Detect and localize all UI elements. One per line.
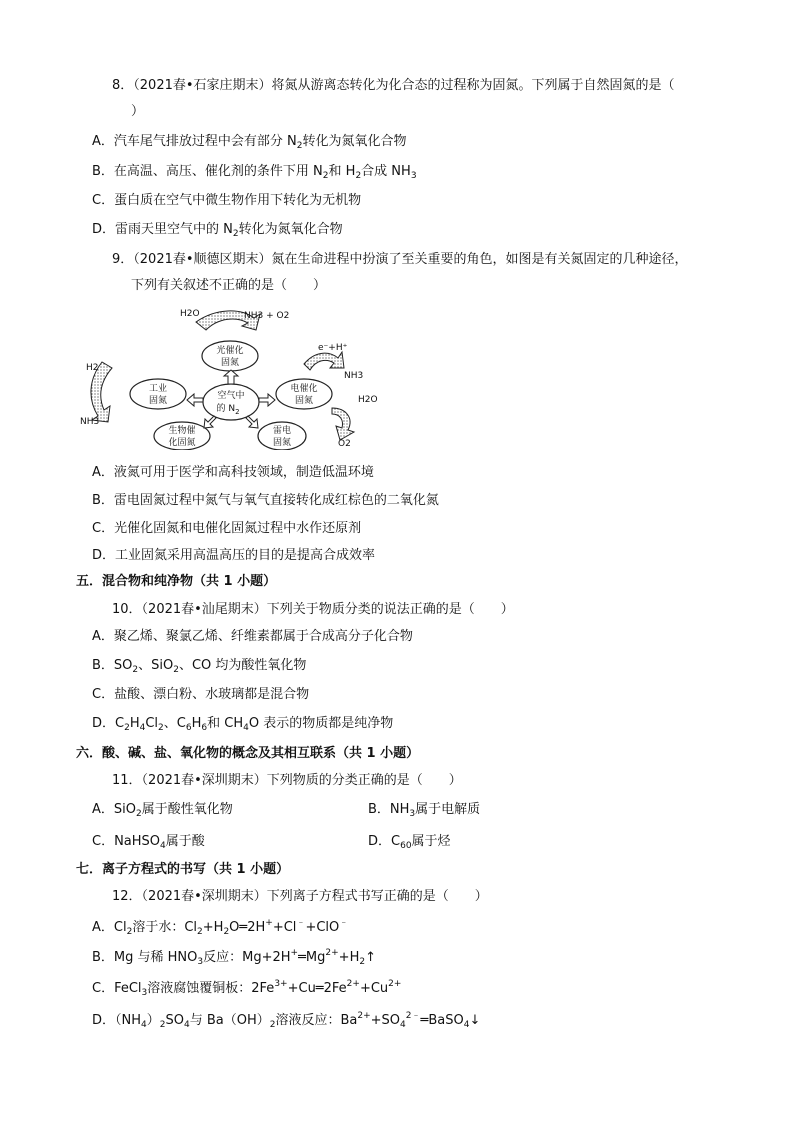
q10-option-b[interactable]: B．$SO_2$、SiO$_2$、CO 均为酸性氧化物: [92, 658, 307, 675]
electro-arrow-top-icon: [304, 352, 344, 370]
q9-option-b[interactable]: B．雷电固氮过程中氮气与氧气直接转化成红棕色的二氧化氮: [92, 493, 439, 508]
q12-option-a[interactable]: A．$Cl_2$溶于水：$Cl_2+H_2O═2H^++Cl^﹣+ClO^﹣$: [92, 918, 349, 937]
q10-stem: 10．（2021春•汕尾期末）下列关于物质分类的说法正确的是（ ）: [112, 602, 514, 617]
lightning-fixation-label-2: 固氮: [272, 438, 292, 448]
center-label-1: 空气中: [217, 391, 245, 401]
bio-fixation-label-1: 生物催: [168, 426, 196, 436]
industry-fixation-label-1: 工业: [148, 384, 168, 394]
q10-option-a[interactable]: A．聚乙烯、聚氯乙烯、纤维素都属于合成高分子化合物: [92, 629, 413, 644]
electro-fixation-label-2: 固氮: [294, 396, 314, 406]
industry-fixation-label-2: 固氮: [148, 396, 168, 406]
q9-stem: 9．（2021春•顺德区期末）氮在生命进程中扮演了至关重要的角色，如图是有关氮固定的几种途径，: [112, 252, 688, 267]
h2-label: H2: [86, 363, 99, 373]
electro-arrow-bottom-icon: [332, 408, 354, 440]
nitrogen-fixation-diagram: [76, 300, 386, 450]
bio-fixation-label-2: 化固氮: [168, 438, 196, 448]
q8-option-b[interactable]: B．在高温、高压、催化剂的条件下用 $N_2$和 $H_2$合成 $NH_3$: [92, 164, 417, 181]
q10-option-c[interactable]: C．盐酸、漂白粉、水玻璃都是混合物: [92, 687, 310, 702]
q9-stem-2: 下列有关叙述不正确的是（ ）: [131, 278, 327, 293]
photo-fixation-label-2: 固氮: [220, 358, 240, 368]
center-label-2: 的 $N_2$: [216, 404, 240, 416]
q9-option-a[interactable]: A．液氮可用于医学和高科技领域，制造低温环境: [92, 465, 374, 480]
q9-option-d[interactable]: D．工业固氮采用高温高压的目的是提高合成效率: [92, 548, 376, 563]
photo-fixation-label-1: 光催化: [216, 346, 244, 356]
h2o-top-label: H2O: [180, 309, 200, 319]
q12-option-d[interactable]: D．$(NH_4)_2SO_4$与 $Ba(OH)_2$溶液反应：$Ba^{2+}+SO_4^{2﹣}═BaSO_4↓$: [92, 1011, 481, 1030]
q11-option-b[interactable]: B．$NH_3$属于电解质: [368, 802, 481, 819]
q12-option-b[interactable]: B．Mg 与稀 $HNO_3$反应：$Mg+2H^+═Mg^{2+}+H_2↑$: [92, 948, 376, 967]
q11-option-c[interactable]: C．NaHSO$_4$属于酸: [92, 834, 205, 851]
q11-stem: 11．（2021春•深圳期末）下列物质的分类正确的是（ ）: [112, 773, 462, 788]
section-7-heading: 七．离子方程式的书写（共 1 小题）: [76, 862, 290, 877]
q8-stem: 8．（2021春•石家庄期末）将氮从游离态转化为化合态的过程称为固氮。下列属于自然固氮的是（: [112, 78, 675, 93]
q10-option-d[interactable]: D．$C_2H_4Cl_2$、$C_6H_6$和 $CH_4O$ 表示的物质都是纯净物: [92, 716, 394, 733]
q12-stem: 12．（2021春•深圳期末）下列离子方程式书写正确的是（ ）: [112, 889, 488, 904]
q12-option-c[interactable]: C．FeCl$_3$溶液腐蚀覆铜板：$2Fe^{3+}+Cu═2Fe^{2+}+Cu^{2+}$: [92, 979, 402, 998]
q8-option-a[interactable]: A．汽车尾气排放过程中会有部分 $N_2$转化为氮氧化合物: [92, 134, 407, 151]
e-h-label: e⁻+H⁺: [318, 343, 348, 353]
section-6-heading: 六．酸、碱、盐、氧化物的概念及其相互联系（共 1 小题）: [76, 746, 420, 761]
center-n2-node: [203, 384, 259, 420]
nh3-left-label: NH3: [80, 417, 100, 427]
nh3-o2-label: NH3 + O2: [244, 311, 290, 321]
q8-stem-tail: ）: [131, 104, 145, 119]
electro-fixation-label-1: 电催化: [290, 384, 318, 394]
q11-option-a[interactable]: A．SiO$_2$属于酸性氧化物: [92, 802, 233, 819]
q8-option-c[interactable]: C．蛋白质在空气中微生物作用下转化为无机物: [92, 193, 362, 208]
lightning-fixation-label-1: 雷电: [272, 426, 292, 436]
nh3-right-label: NH3: [344, 371, 364, 381]
q9-option-c[interactable]: C．光催化固氮和电催化固氮过程中水作还原剂: [92, 521, 362, 536]
q8-option-d[interactable]: D．雷雨天里空气中的 $N_2$转化为氮氧化合物: [92, 222, 343, 239]
o2-label: O2: [338, 439, 351, 449]
h2o-right-label: H2O: [358, 395, 378, 405]
q11-option-d[interactable]: D．$C_{60}$属于烃: [368, 834, 451, 851]
section-5-heading: 五．混合物和纯净物（共 1 小题）: [76, 574, 277, 589]
